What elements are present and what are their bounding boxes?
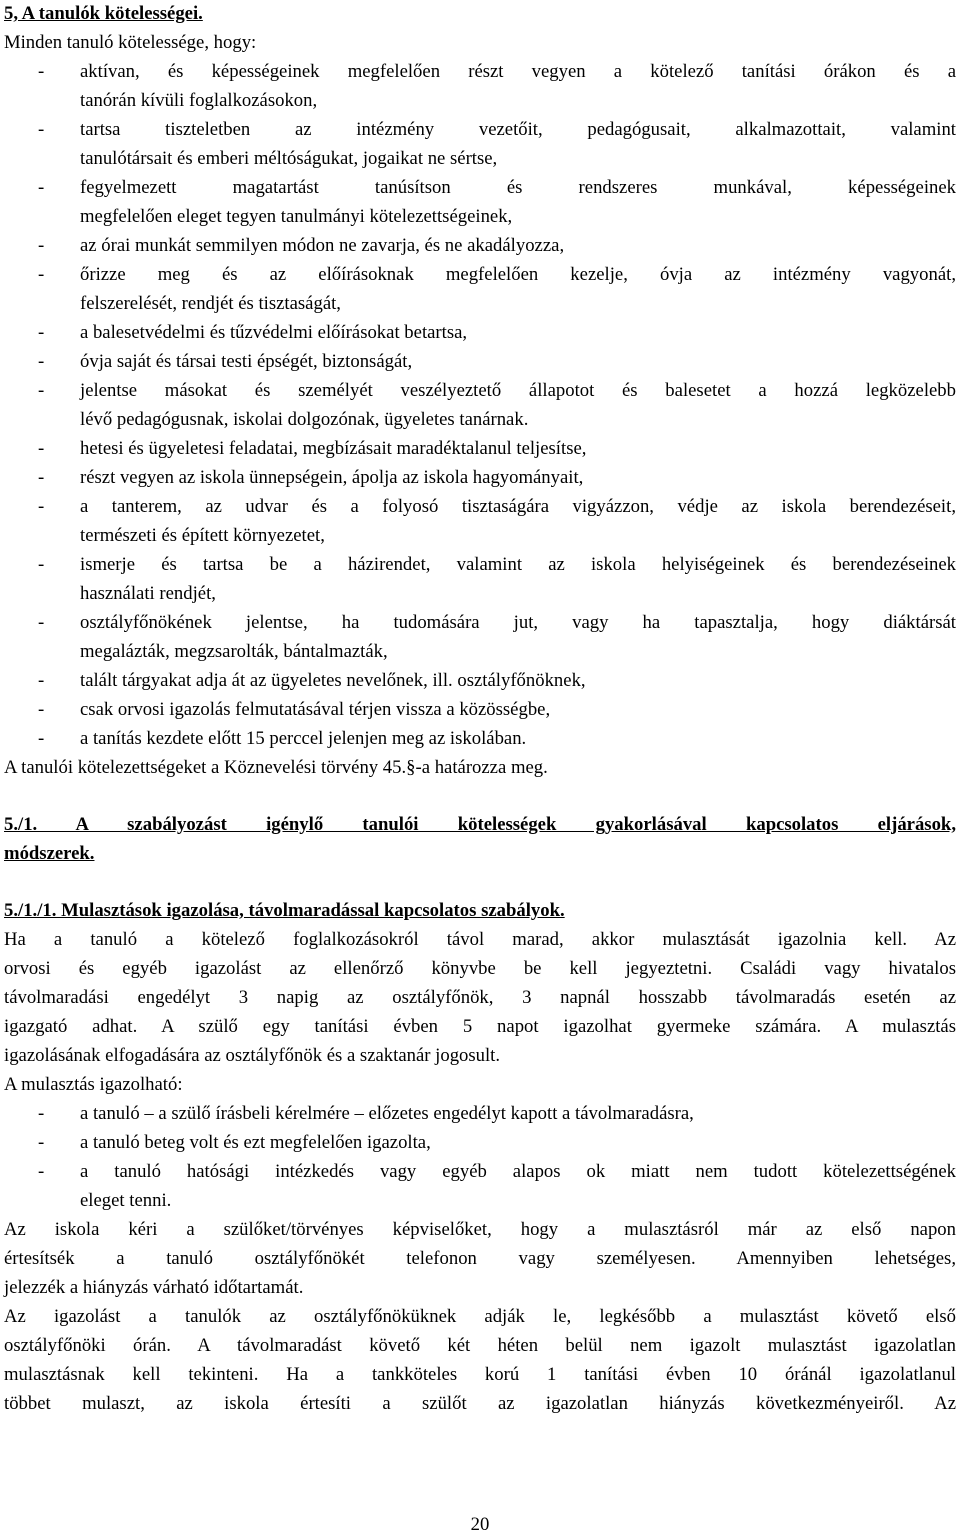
paragraph-line: igazgató adhat. A szülő egy tanítási évben 5 napot igazolhat gyermeke számára. A mulasztás [4,1016,956,1037]
list-item-continuation: felszerelését, rendjét és tisztaságát, [80,293,341,314]
paragraph-line: mulasztásnak kell tekinteni. Ha a tankköteles korú 1 tanítási évben 10 óránál igazolatlanul [4,1364,956,1385]
list-item-continuation: használati rendjét, [80,583,216,604]
list-item-continuation: megalázták, megzsarolták, bántalmazták, [80,641,388,662]
list-item-continuation: megfelelően eleget tegyen tanulmányi kötelezettségeinek, [80,206,513,227]
section-5-closing: A tanulói kötelezettségeket a Köznevelési törvény 45.§-a határozza meg. [4,757,548,778]
list-item-continuation: tanórán kívüli foglalkozásokon, [80,90,318,111]
list-item: - hetesi és ügyeletesi feladatai, megbízásait maradéktalanul teljesítse, [38,438,587,459]
list-item: - osztályfőnökének jelentse, ha tudomására jut, vagy ha tapasztalja, hogy diáktársát [38,612,956,633]
paragraph-line: Az iskola kéri a szülőket/törvényes képviselőket, hogy a mulasztásról már az első napon [4,1219,956,1240]
list-item: - fegyelmezett magatartást tanúsítson és rendszeres munkával, képességeinek [38,177,956,198]
list-item: - ismerje és tartsa be a házirendet, valamint az iskola helyiségeinek és berendezéseinek [38,554,956,575]
section-5-1-heading-line1: 5./1. A szabályozást igénylő tanulói kötelességek gyakorlásával kapcsolatos eljárások, [4,814,956,835]
paragraph-line: osztályfőnöki órán. A távolmaradást követő két héten belül nem igazolt mulasztást igazolatlan [4,1335,956,1356]
list-item: - a balesetvédelmi és tűzvédelmi előírásokat betartsa, [38,322,468,343]
paragraph-line: Ha a tanuló a kötelező foglalkozásokról távol marad, akkor mulasztását igazolnia kell. Az [4,929,956,950]
paragraph-line: Az igazolást a tanulók az osztályfőnöküknek adják le, legkésőbb a mulasztást követő első [4,1306,956,1327]
section-5-intro: Minden tanuló kötelessége, hogy: [4,32,257,53]
page-number: 20 [470,1514,490,1535]
list-item: - a tanuló hatósági intézkedés vagy egyéb alapos ok miatt nem tudott kötelezettségének [38,1161,956,1182]
paragraph-line: orvosi és egyéb igazolást az ellenőrző könyvbe be kell jegyeztetni. Családi vagy hivatalos [4,958,956,979]
list-item: - a tanítás kezdete előtt 15 perccel jelenjen meg az iskolában. [38,728,527,749]
paragraph-line: többet mulaszt, az iskola értesíti a szülőt az igazolatlan hiányzás következményeiről. Az [4,1393,956,1414]
list-item-continuation: lévő pedagógusnak, iskolai dolgozónak, ügyeletes tanárnak. [80,409,529,430]
paragraph-line: távolmaradási engedélyt 3 napig az osztályfőnök, 3 napnál hosszabb távolmaradás esetén az [4,987,956,1008]
paragraph-line: értesítsék a tanuló osztályfőnökét telefonon vagy személyesen. Amennyiben lehetséges, [4,1248,956,1269]
list-item-continuation: természeti és épített környezetet, [80,525,325,546]
section-5-heading: 5, A tanulók kötelességei. [4,3,203,24]
section-5-1-heading-line2: módszerek. [4,843,95,864]
list-item: - talált tárgyakat adja át az ügyeletes nevelőnek, ill. osztályfőnöknek, [38,670,586,691]
list-item-continuation: eleget tenni. [80,1190,172,1211]
list-item: - óvja saját és társai testi épségét, biztonságát, [38,351,413,372]
list-item: - a tanterem, az udvar és a folyosó tisztaságára vigyázzon, védje az iskola berendezéseit, [38,496,956,517]
paragraph-line: igazolásának elfogadására az osztályfőnök és a szaktanár jogosult. [4,1045,501,1066]
list-item: - aktívan, és képességeinek megfelelően részt vegyen a kötelező tanítási órákon és a [38,61,956,82]
list-item: - a tanuló beteg volt és ezt megfelelően igazolta, [38,1132,431,1153]
list-item: - őrizze meg és az előírásoknak megfelelően kezelje, óvja az intézmény vagyonát, [38,264,956,285]
section-5-1-1-heading: 5./1./1. Mulasztások igazolása, távolmaradással kapcsolatos szabályok. [4,900,565,921]
list-item: - csak orvosi igazolás felmutatásával térjen vissza a közösségbe, [38,699,551,720]
list-item: - jelentse másokat és személyét veszélyeztető állapotot és balesetet a hozzá legközelebb [38,380,956,401]
list-item-continuation: tanulótársait és emberi méltóságukat, jogaikat ne sértse, [80,148,498,169]
paragraph-line: jelezzék a hiányzás várható időtartamát. [4,1277,304,1298]
list-item: - a tanuló – a szülő írásbeli kérelmére – előzetes engedélyt kapott a távolmaradásra, [38,1103,694,1124]
list-item: - tartsa tiszteletben az intézmény vezetőit, pedagógusait, alkalmazottait, valamint [38,119,956,140]
list-intro: A mulasztás igazolható: [4,1074,183,1095]
list-item: - részt vegyen az iskola ünnepségein, ápolja az iskola hagyományait, [38,467,584,488]
list-item: - az órai munkát semmilyen módon ne zavarja, és ne akadályozza, [38,235,565,256]
